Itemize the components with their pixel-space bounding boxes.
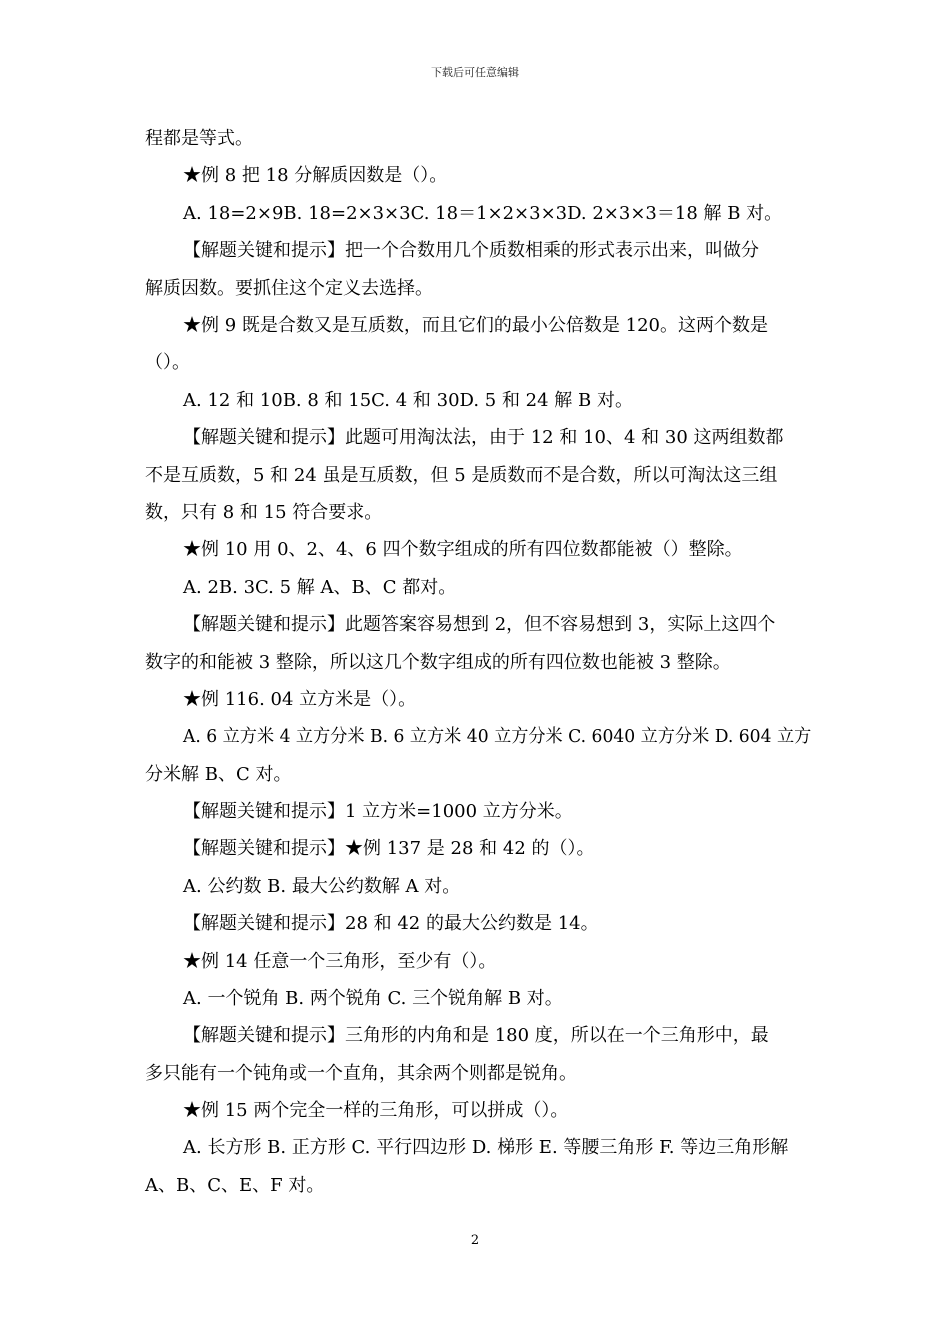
text-line: 【解题关键和提示】1 立方米=1000 立方分米。 [183, 801, 573, 822]
page-number: 2 [470, 1233, 480, 1248]
text-line: ★例 15 两个完全一样的三角形，可以拼成（）。 [183, 1100, 569, 1121]
text-line: A. 2B. 3C. 5 解 A、B、C 都对。 [183, 577, 457, 598]
text-line: A. 6 立方米 4 立方分米 B. 6 立方米 40 立方分米 C. 6040 立方分米 D. 604 立方 [183, 726, 812, 747]
text-line: ★例 116. 04 立方米是（）。 [183, 689, 417, 710]
text-line: 分米解 B、C 对。 [145, 764, 292, 785]
text-line: 数，只有 8 和 15 符合要求。 [145, 502, 383, 523]
text-line: ★例 14 任意一个三角形，至少有（）。 [183, 951, 497, 972]
text-line: 【解题关键和提示】★例 137 是 28 和 42 的（）。 [183, 838, 595, 859]
text-line: 【解题关键和提示】28 和 42 的最大公约数是 14。 [183, 913, 599, 934]
text-line: 【解题关键和提示】此题答案容易想到 2，但不容易想到 3，实际上这四个 [183, 614, 776, 635]
page-header: 下载后可任意编辑 [431, 66, 519, 79]
text-line: A. 公约数 B. 最大公约数解 A 对。 [183, 876, 461, 897]
text-line: A. 长方形 B. 正方形 C. 平行四边形 D. 梯形 E. 等腰三角形 F. 等边三角形解 [183, 1137, 789, 1158]
text-line: ★例 8 把 18 分解质因数是（）。 [183, 165, 448, 186]
text-line: 【解题关键和提示】此题可用淘汰法，由于 12 和 10、4 和 30 这两组数都 [183, 427, 784, 448]
text-line: 解质因数。要抓住这个定义去选择。 [145, 278, 433, 299]
text-line: 多只能有一个钝角或一个直角，其余两个则都是锐角。 [145, 1063, 577, 1084]
text-line: A. 一个锐角 B. 两个锐角 C. 三个锐角解 B 对。 [183, 988, 563, 1009]
text-line: 【解题关键和提示】三角形的内角和是 180 度，所以在一个三角形中，最 [183, 1025, 769, 1046]
text-line: ★例 9 既是合数又是互质数，而且它们的最小公倍数是 120。这两个数是 [183, 315, 768, 336]
text-line: 数字的和能被 3 整除，所以这几个数字组成的所有四位数也能被 3 整除。 [145, 652, 731, 673]
text-line: 【解题关键和提示】把一个合数用几个质数相乘的形式表示出来，叫做分 [183, 240, 759, 261]
text-line: ★例 10 用 0、2、4、6 四个数字组成的所有四位数都能被（）整除。 [183, 539, 743, 560]
text-line: （）。 [145, 352, 190, 373]
text-line: A. 12 和 10B. 8 和 15C. 4 和 30D. 5 和 24 解 B 对。 [183, 390, 633, 411]
text-line: 不是互质数，5 和 24 虽是互质数，但 5 是质数而不是合数，所以可淘汰这三组 [145, 465, 778, 486]
text-line: A. 18=2×9B. 18=2×3×3C. 18＝1×2×3×3D. 2×3×3＝18 解 B 对。 [183, 203, 783, 224]
text-line: A、B、C、E、F 对。 [145, 1175, 325, 1196]
text-line: 程都是等式。 [145, 128, 253, 149]
